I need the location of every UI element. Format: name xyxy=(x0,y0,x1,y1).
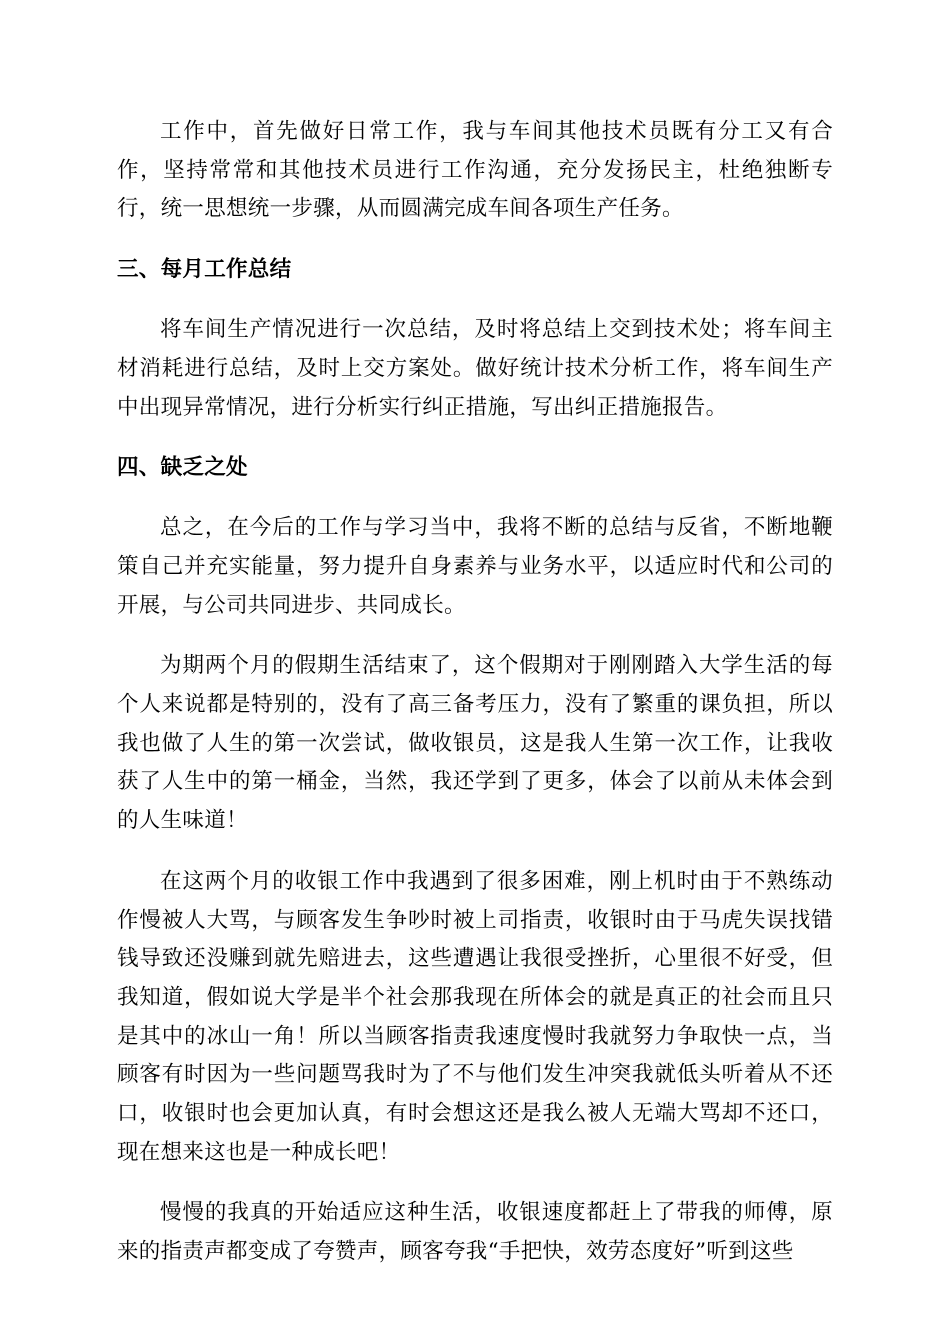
heading-shortcomings: 四、缺乏之处 xyxy=(117,455,248,481)
paragraph-monthly-summary: 将车间生产情况进行一次总结，及时将总结上交到技术处；将车间主材消耗进行总结，及时上交方案处。做好统计技术分析工作，将车间生产中出现异常情况，进行分析实行纠正措施，写出纠正措施报告。 xyxy=(117,317,833,420)
paragraph-conclusion: 总之，在今后的工作与学习当中，我将不断的总结与反省，不断地鞭策自己并充实能量，努力提升自身素养与业务水平，以适应时代和公司的开展，与公司共同进步、共同成长。 xyxy=(117,515,833,618)
document-body xyxy=(117,113,833,1294)
paragraph-holiday-intro: 为期两个月的假期生活结束了，这个假期对于刚刚踏入大学生活的每个人来说都是特别的，没有了高三备考压力，没有了繁重的课负担，所以我也做了人生的第一次尝试，做收银员，这是我人生第一次工作，让我收获了人生中的第一桶金，当然，我还学到了更多，体会了以前从未体会到的人生味道！ xyxy=(117,653,833,834)
paragraph-adaptation: 慢慢的我真的开始适应这种生活，收银速度都赶上了带我的师傅，原来的指责声都变成了夸赞声，顾客夸我“手把快，效劳态度好”听到这些 xyxy=(117,1200,833,1265)
paragraph-daily-work: 工作中，首先做好日常工作，我与车间其他技术员既有分工又有合作，坚持常常和其他技术员进行工作沟通，充分发扬民主，杜绝独断专行，统一思想统一步骤，从而圆满完成车间各项生产任务。 xyxy=(117,119,833,222)
heading-monthly-summary: 三、每月工作总结 xyxy=(117,257,292,283)
paragraph-cashier-difficulties: 在这两个月的收银工作中我遇到了很多困难，刚上机时由于不熟练动作慢被人大骂，与顾客发生争吵时被上司指责，收银时由于马虎失误找错钱导致还没赚到就先赔进去，这些遭遇让我很受挫折，心里很不好受，但我知道，假如说大学是半个社会那我现在所体会的就是真正的社会而且只是其中的冰山一角！所以当顾客指责我速度慢时我就努力争取快一点，当顾客有时因为一些问题骂我时为了不与他们发生冲突我就低头听着从不还口，收银时也会更加认真，有时会想这还是我么被人无端大骂却不还口，现在想来这也是一种成长吧！ xyxy=(117,868,833,1165)
